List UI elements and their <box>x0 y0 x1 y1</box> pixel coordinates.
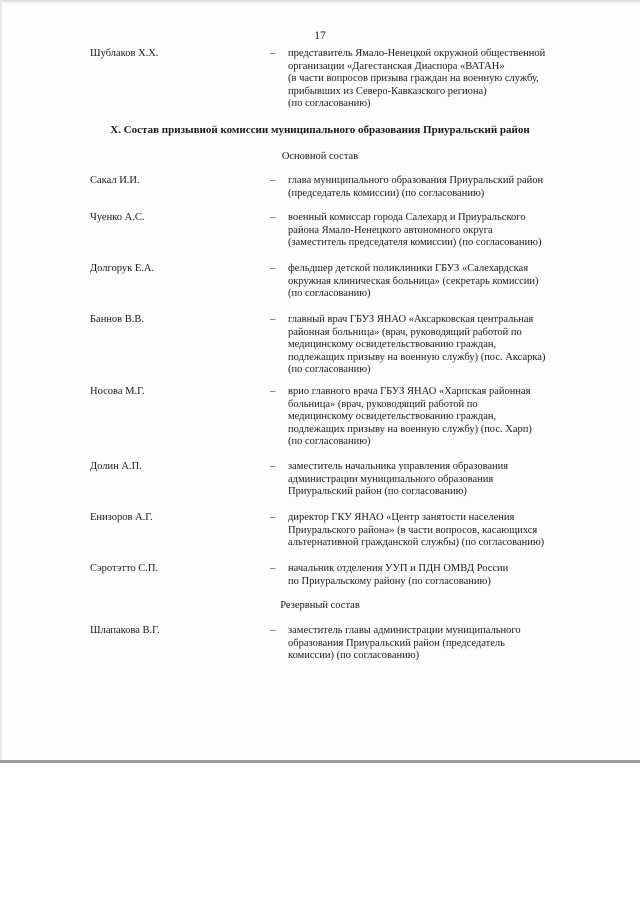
member-dash: – <box>270 212 276 223</box>
page-bottom-edge <box>0 760 640 763</box>
member-dash: – <box>270 48 276 59</box>
member-role: главный врач ГБУЗ ЯНАО «Аксарковская центральная районная больница» (врач, руководящий работой по медицинскому освидетельствованию граждан, подлежащих призыву на военную службу) (пос. Аксарка) (по согласованию) <box>288 314 546 376</box>
member-dash: – <box>270 512 276 523</box>
member-name: Чуенко А.С. <box>90 212 145 223</box>
member-name: Баннов В.В. <box>90 314 145 325</box>
member-dash: – <box>270 263 276 274</box>
member-name: Долгорук Е.А. <box>90 263 155 274</box>
reserve-composition-label: Резервный состав <box>280 600 360 611</box>
member-role: заместитель главы администрации муниципального образования Приуральский район (председатель комиссии) (по согласованию) <box>288 625 521 662</box>
member-name: Долин А.П. <box>90 461 142 472</box>
member-name: Носова М.Г. <box>90 386 145 397</box>
page-number: 17 <box>314 30 326 42</box>
member-role: военный комиссар города Салехард и Приуральского района Ямало-Ненецкого автономного округа (заместитель председателя комиссии) (по согласованию) <box>288 212 542 249</box>
member-name: Енизоров А.Г. <box>90 512 153 523</box>
member-name: Шлапакова В.Г. <box>90 625 160 636</box>
member-name: Сакал И.И. <box>90 175 140 186</box>
member-name: Сэротэтто С.П. <box>90 563 159 574</box>
scan-top-edge <box>0 0 640 4</box>
member-role: заместитель начальника управления образования администрации муниципального образования Приуральский район (по согласованию) <box>288 461 509 498</box>
member-dash: – <box>270 314 276 325</box>
section-title: X. Состав призывной комиссии муниципального образования Приуральский район <box>110 124 530 136</box>
member-role: директор ГКУ ЯНАО «Центр занятости населения Приуральского района» (в части вопросов, касающихся альтернативной гражданской службы) (по согласованию) <box>288 512 545 549</box>
scan-left-edge <box>0 0 2 762</box>
member-role: фельдшер детской поликлиники ГБУЗ «Салехардская окружная клиническая больница» (секретарь комиссии) (по согласованию) <box>288 263 539 300</box>
member-role: представитель Ямало-Ненецкой окружной общественной организации «Дагестанская Диаспора «ВАТАН» (в части вопросов призыва граждан на военную службу, прибывших из Северо-Кавказского региона) (по согласованию) <box>288 48 546 110</box>
member-dash: – <box>270 175 276 186</box>
member-dash: – <box>270 563 276 574</box>
member-role: врио главного врача ГБУЗ ЯНАО «Харпская районная больница» (врач, руководящий работой по медицинскому освидетельствованию граждан, подлежащих призыву на военную службу) (пос. Харп) (по согласованию) <box>288 386 532 448</box>
member-dash: – <box>270 386 276 397</box>
member-dash: – <box>270 625 276 636</box>
member-name: Шублаков Х.Х. <box>90 48 159 59</box>
member-role: глава муниципального образования Приуральский район (председатель комиссии) (по согласованию) <box>288 175 544 199</box>
member-dash: – <box>270 461 276 472</box>
main-composition-label: Основной состав <box>281 151 359 162</box>
member-role: начальник отделения УУП и ПДН ОМВД России по Приуральскому району (по согласованию) <box>288 563 509 587</box>
